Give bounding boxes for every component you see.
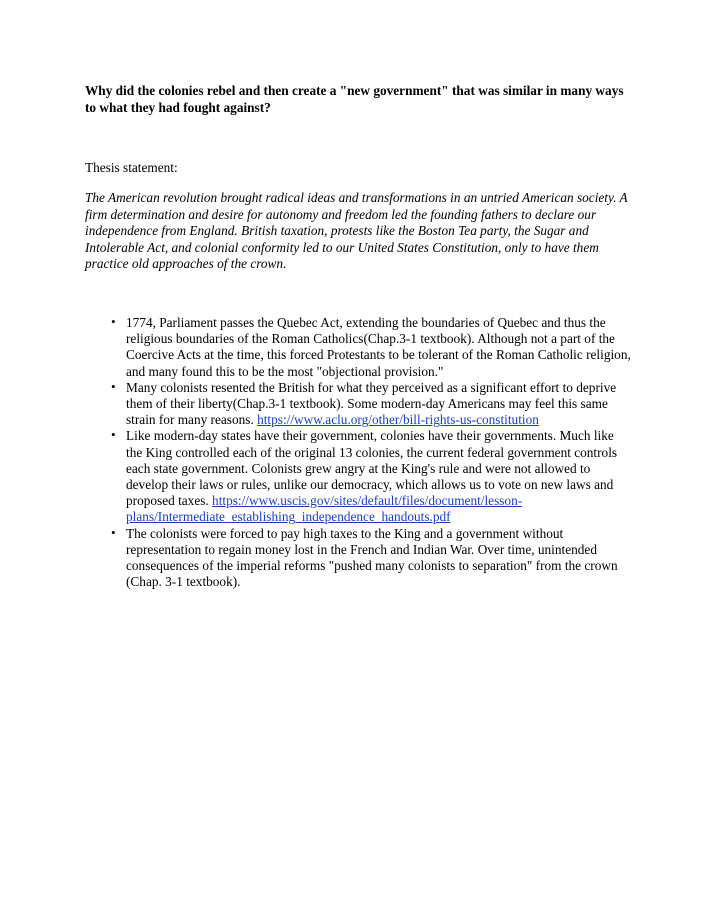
bullet-icon: • (111, 314, 116, 329)
bullet-icon: • (111, 378, 116, 394)
bullet-icon: • (111, 524, 116, 540)
bullet-text: 1774, Parliament passes the Quebec Act, extending the boundaries of Quebec and thus the religious boundaries of the Roman Catholics(Chap.3-1 textbook). Although not a part of the Coercive Acts at the time, this forced Protestants to be tolerant of the Roman Catholic religion, and many found this to be the most "objectional provision." (126, 315, 631, 379)
bullet-text: Many colonists resented the British for what they perceived as a significant effort to deprive them of their liberty(Chap.3-1 textbook). Some modern-day Americans may feel this same strain for many reasons. (126, 379, 617, 428)
bullet-list (111, 315, 631, 590)
list-item (111, 315, 631, 380)
list-item (111, 428, 631, 525)
thesis-label: Thesis statement: (85, 160, 178, 175)
bullet-text: The colonists were forced to pay high taxes to the King and a government without representation to regain money lost in the French and Indian War. Over time, unintended consequences of the imperial reforms "pushed many colonists to separation" from the crown (Chap. 3-1 textbook). (126, 525, 618, 590)
bullet-text: Like modern-day states have their government, colonies have their governments. Much like the King controlled each of the original 13 colonies, the current federal government controls each state government. Colonists grew angry at the King's rule and were not allowed to develop their laws or rules, unlike our democracy, which allows us to vote on new laws and proposed taxes. (126, 428, 618, 509)
list-item (111, 380, 631, 429)
list-item (111, 526, 631, 591)
bullet-icon: • (111, 427, 116, 443)
uscis-link[interactable]: https://www.uscis.gov/sites/default/files/document/lesson-plans/Intermediate_establishing_independence_handouts.pdf (126, 493, 523, 525)
thesis-statement: The American revolution brought radical ideas and transformations in an untried American society. A firm determination and desire for autonomy and freedom led the founding fathers to declare our independence from England. British taxation, protests like the Boston Tea party, the Sugar and Intolerable Act, and colonial conformity led to our United States Constitution, only to have them practice old approaches of the crown. (85, 190, 628, 271)
essay-question: Why did the colonies rebel and then create a "new government" that was similar in many ways to what they had fought against? (85, 83, 624, 115)
aclu-link[interactable]: https://www.aclu.org/other/bill-rights-us-constitution (257, 412, 539, 428)
